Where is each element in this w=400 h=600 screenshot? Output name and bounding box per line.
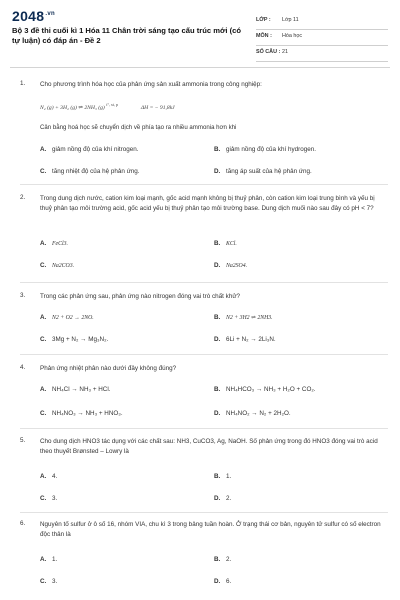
option-text: FeCl3. [52, 241, 68, 247]
option-text: 2. [226, 556, 232, 563]
question-divider [20, 282, 388, 283]
option-text: NH₄NO₃ → NH₃ + HNO₃. [52, 410, 123, 417]
option-letter: A. [40, 473, 47, 480]
option-text: KCl. [226, 241, 237, 247]
question-text: Trong dung dịch nước, cation kim loại mạnh, gốc acid mạnh không bị thuỷ phân, còn cation kim loại trung bình và yếu bị thuỷ phân tạo môi trường acid, gốc acid yếu bị thuỷ phân tạo môi trường base. Dung dịch muối nào sau đây có pH < 7? [40, 195, 375, 212]
option-letter: B. [214, 314, 221, 321]
option-text: Na2CO3. [52, 263, 75, 269]
option-c[interactable] [40, 168, 140, 175]
option-text: 6Li + N₂ → 2Li₃N. [226, 336, 276, 343]
meta-label: SỐ CÂU : [256, 49, 281, 55]
question-number: 3. [20, 292, 26, 299]
option-letter: B. [214, 240, 221, 247]
meta-row-class [256, 14, 388, 30]
site-logo[interactable] [12, 8, 55, 24]
question-number: 6. [20, 520, 26, 527]
option-letter: A. [40, 314, 47, 321]
meta-box [256, 14, 388, 62]
option-text: NH₄NO₂ → N₂ + 2H₂O. [226, 410, 291, 417]
page-title: Bộ 3 đề thi cuối kì 1 Hóa 11 Chân trời sáng tạo cấu trúc mới (có tự luận) có đáp án - Đề 2 [12, 26, 241, 45]
option-text: tăng nhiệt độ của hệ phản ứng. [52, 168, 140, 175]
question-instruction: Cân bằng hoá học sẽ chuyển dịch về phía tạo ra nhiều ammonia hơn khi [40, 124, 237, 131]
question-divider [20, 184, 388, 185]
question-number: 1. [20, 80, 26, 87]
option-c[interactable] [40, 262, 74, 269]
option-text: 1. [226, 473, 232, 480]
option-a[interactable] [40, 473, 57, 480]
option-text: N2 + 3H2 ⇌ 2NH3. [226, 315, 273, 321]
question-text: Cho phương trình hóa học của phản ứng sản xuất ammonia trong công nghiệp: [40, 81, 262, 88]
header [0, 0, 400, 66]
option-d[interactable] [214, 336, 276, 343]
option-d[interactable] [214, 410, 291, 417]
option-text: 3. [52, 578, 58, 585]
option-c[interactable] [40, 495, 57, 502]
equation-condition: t°, xt, p [106, 102, 119, 107]
question-number: 2. [20, 194, 26, 201]
option-text: Na2SO4. [226, 263, 248, 269]
meta-label: MÔN : [256, 33, 272, 39]
option-letter: C. [40, 336, 47, 343]
meta-row-count [256, 46, 388, 62]
option-c[interactable] [40, 578, 57, 585]
option-letter: A. [40, 146, 47, 153]
option-d[interactable] [214, 495, 231, 502]
option-letter: D. [214, 495, 221, 502]
option-letter: D. [214, 262, 221, 269]
option-d[interactable] [214, 262, 247, 269]
question-text: Cho dung dịch HNO3 tác dụng với các chất sau: NH3, CuCO3, Ag, NaOH. Số phản ứng trong đó HNO3 đóng vai trò acid theo thuyết Brønsted – Lowry là [40, 438, 378, 455]
meta-label: LỚP : [256, 17, 271, 23]
option-text: giảm nồng độ của khí nitrogen. [52, 146, 139, 153]
question-divider [20, 354, 388, 355]
option-d[interactable] [214, 168, 312, 175]
option-text: NH₄HCO₃ → NH₃ + H₂O + CO₂. [226, 386, 316, 393]
option-letter: B. [214, 473, 221, 480]
option-letter: D. [214, 336, 221, 343]
option-text: NH₄Cl → NH₃ + HCl. [52, 386, 111, 393]
option-letter: C. [40, 495, 47, 502]
enthalpy-text: ΔH = − 91,8kJ [140, 104, 175, 111]
option-b[interactable] [214, 386, 316, 393]
option-letter: C. [40, 168, 47, 175]
option-a[interactable] [40, 314, 94, 321]
meta-value: 21 [282, 49, 288, 55]
option-letter: C. [40, 262, 47, 269]
option-letter: D. [214, 410, 221, 417]
option-letter: B. [214, 146, 221, 153]
option-letter: A. [40, 386, 47, 393]
option-letter: A. [40, 240, 47, 247]
option-text: 3Mg + N₂ → Mg₃N₂. [52, 336, 109, 343]
option-text: giảm nồng độ của khí hydrogen. [226, 146, 316, 153]
question-divider [20, 428, 388, 429]
option-letter: A. [40, 556, 47, 563]
meta-row-subject [256, 30, 388, 46]
option-text: tăng áp suất của hệ phản ứng. [226, 168, 312, 175]
option-a[interactable] [40, 556, 57, 563]
question-divider [20, 512, 388, 513]
option-c[interactable] [40, 410, 123, 417]
question-number: 5. [20, 437, 26, 444]
option-text: 4. [52, 473, 58, 480]
option-text: 6. [226, 578, 232, 585]
equation-text: N₂ (g) + 3H₂ (g) ⇌ 2NH₃ (g) [40, 104, 105, 111]
question-text: Trong các phản ứng sau, phản ứng nào nitrogen đóng vai trò chất khử? [40, 293, 241, 300]
option-b[interactable] [214, 146, 316, 153]
option-letter: C. [40, 578, 47, 585]
option-a[interactable] [40, 146, 138, 153]
brand-name: 2048 [12, 8, 45, 24]
meta-value: Hóa học [282, 33, 303, 39]
header-divider [10, 67, 390, 68]
option-text: N2 + O2 → 2NO. [52, 315, 94, 321]
option-letter: B. [214, 556, 221, 563]
option-b[interactable] [214, 314, 273, 321]
question-text: Nguyên tố sulfur ở ô số 16, nhóm VIA, chu kì 3 trong bảng tuần hoàn. Ở trạng thái cơ bản, nguyên tử sulfur có số electron độc thân là [40, 521, 381, 538]
option-text: 2. [226, 495, 232, 502]
option-d[interactable] [214, 578, 231, 585]
option-text: 3. [52, 495, 58, 502]
option-a[interactable] [40, 386, 111, 393]
reaction-equation [40, 102, 175, 111]
question-number: 4. [20, 364, 26, 371]
option-letter: B. [214, 386, 221, 393]
option-letter: D. [214, 578, 221, 585]
option-b[interactable] [214, 240, 237, 247]
meta-value: Lớp 11 [282, 17, 299, 23]
option-letter: C. [40, 410, 47, 417]
option-b[interactable] [214, 473, 231, 480]
question-text: Phản ứng nhiệt phân nào dưới đây không đúng? [40, 365, 177, 372]
option-c[interactable] [40, 336, 108, 343]
option-a[interactable] [40, 240, 68, 247]
brand-suffix: .vn [45, 11, 55, 18]
option-letter: D. [214, 168, 221, 175]
option-b[interactable] [214, 556, 231, 563]
option-text: 1. [52, 556, 58, 563]
